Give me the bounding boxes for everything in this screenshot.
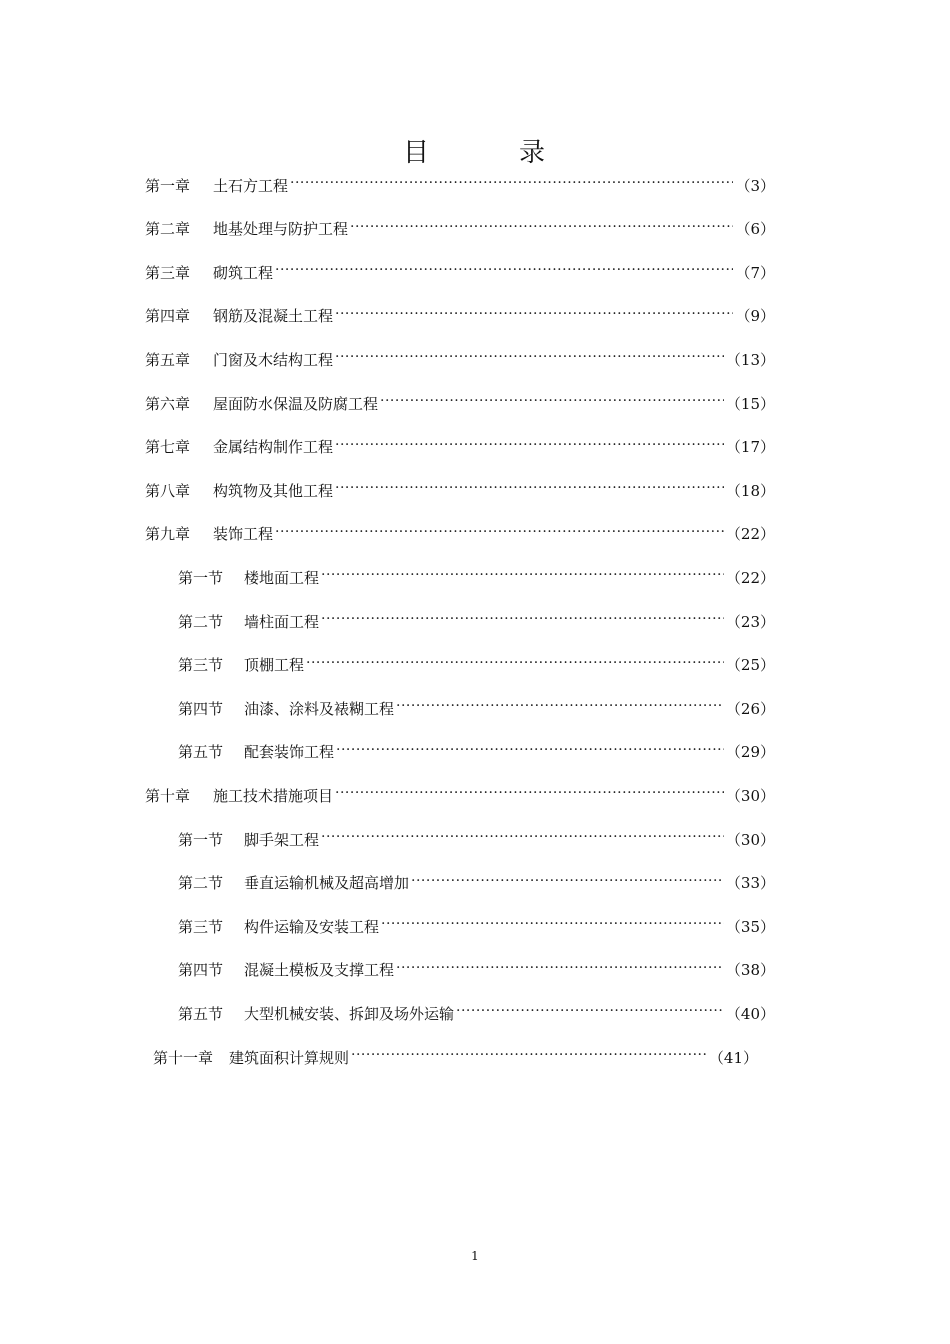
toc-entry-title: 墙柱面工程 — [244, 612, 320, 631]
toc-entry-title: 配套装饰工程 — [244, 743, 335, 762]
toc-entry[interactable] — [145, 170, 775, 200]
toc-entry[interactable] — [145, 432, 775, 462]
toc-entry[interactable] — [145, 388, 775, 418]
toc-entry[interactable] — [153, 1042, 758, 1072]
toc-dot-leader — [275, 526, 724, 542]
toc-dot-leader — [336, 744, 724, 760]
toc-entry-title: 油漆、涂料及裱糊工程 — [244, 699, 395, 718]
toc-dot-leader — [306, 657, 724, 673]
toc-entry[interactable] — [178, 955, 775, 985]
toc-dot-leader — [335, 482, 724, 498]
toc-entry-title: 土石方工程 — [213, 176, 289, 195]
toc-entry-page: （17） — [725, 438, 775, 457]
toc-entry-page: （9） — [735, 307, 775, 326]
toc-entry-title: 装饰工程 — [213, 525, 274, 544]
toc-dot-leader — [290, 177, 733, 193]
toc-dot-leader — [381, 918, 724, 934]
toc-dot-leader — [380, 395, 724, 411]
toc-entry[interactable] — [145, 519, 775, 549]
toc-dot-leader — [351, 1049, 707, 1065]
toc-entry[interactable] — [178, 824, 775, 854]
toc-entry-number: 第三章 — [145, 263, 191, 282]
toc-entry-number: 第十一章 — [153, 1048, 214, 1067]
toc-entry-title: 屋面防水保温及防腐工程 — [213, 394, 379, 413]
toc-entry-number: 第九章 — [145, 525, 191, 544]
toc-title-left: 目 — [402, 138, 431, 168]
toc-entry-title: 施工技术措施项目 — [213, 786, 334, 805]
toc-entry-number: 第八章 — [145, 481, 191, 500]
toc-entry-title: 砌筑工程 — [213, 263, 274, 282]
toc-entry-number: 第一节 — [178, 568, 224, 587]
toc-entry-page: （35） — [725, 917, 775, 936]
toc-entry-page: （26） — [725, 699, 775, 718]
toc-entry[interactable] — [145, 475, 775, 505]
toc-entry-title: 地基处理与防护工程 — [213, 220, 349, 239]
toc-entry[interactable] — [178, 911, 775, 941]
toc-entry[interactable] — [178, 693, 775, 723]
toc-dot-leader — [411, 875, 724, 891]
toc-entry[interactable] — [145, 301, 775, 331]
toc-entry[interactable] — [178, 737, 775, 767]
toc-dot-leader — [321, 831, 724, 847]
toc-entry-number: 第五节 — [178, 1004, 224, 1023]
toc-entry[interactable] — [178, 650, 775, 680]
toc-entry-title: 金属结构制作工程 — [213, 438, 334, 457]
toc-entry-title: 脚手架工程 — [244, 830, 320, 849]
toc-dot-leader — [335, 439, 724, 455]
toc-entry-number: 第三节 — [178, 656, 224, 675]
toc-entry-page: （22） — [725, 568, 775, 587]
toc-entry-title: 构筑物及其他工程 — [213, 481, 334, 500]
toc-entry-number: 第六章 — [145, 394, 191, 413]
toc-entry[interactable] — [178, 562, 775, 592]
toc-entry-title: 建筑面积计算规则 — [229, 1048, 350, 1067]
toc-entry[interactable] — [145, 344, 775, 374]
toc-entry-page: （7） — [735, 263, 775, 282]
toc-entry-page: （25） — [725, 656, 775, 675]
toc-dot-leader — [335, 308, 733, 324]
toc-entry-page: （30） — [725, 786, 775, 805]
toc-entry-page: （18） — [725, 481, 775, 500]
toc-dot-leader — [350, 221, 733, 237]
toc-entry-number: 第二节 — [178, 612, 224, 631]
toc-dot-leader — [396, 962, 724, 978]
toc-entry-title: 构件运输及安装工程 — [244, 917, 380, 936]
toc-entry-number: 第二节 — [178, 874, 224, 893]
toc-entry-title: 钢筋及混凝土工程 — [213, 307, 334, 326]
toc-entry-page: （15） — [725, 394, 775, 413]
toc-entry-number: 第五节 — [178, 743, 224, 762]
toc-entry-page: （29） — [725, 743, 775, 762]
toc-entry-page: （30） — [725, 830, 775, 849]
toc-entry-title: 门窗及木结构工程 — [213, 350, 334, 369]
toc-entry-page: （40） — [725, 1004, 775, 1023]
toc-entry-number: 第三节 — [178, 917, 224, 936]
toc-dot-leader — [335, 787, 724, 803]
toc-entry-page: （3） — [735, 176, 775, 195]
toc-entry-title: 顶棚工程 — [244, 656, 305, 675]
toc-entry-page: （41） — [708, 1048, 758, 1067]
toc-entry-number: 第七章 — [145, 438, 191, 457]
toc-entry-title: 混凝土模板及支撑工程 — [244, 961, 395, 980]
toc-entry-page: （23） — [725, 612, 775, 631]
toc-entry[interactable] — [178, 606, 775, 636]
toc-dot-leader — [396, 700, 724, 716]
toc-title-right: 录 — [519, 138, 548, 168]
toc-entry-page: （6） — [735, 220, 775, 239]
toc-entry[interactable] — [178, 868, 775, 898]
toc-dot-leader — [321, 569, 724, 585]
toc-entry[interactable] — [178, 998, 775, 1028]
toc-entry-title: 垂直运输机械及超高增加 — [244, 874, 410, 893]
toc-entry-page: （13） — [725, 350, 775, 369]
toc-entry-number: 第一节 — [178, 830, 224, 849]
page-number: 1 — [471, 1249, 479, 1263]
toc-entry-number: 第四章 — [145, 307, 191, 326]
toc-entry-number: 第二章 — [145, 220, 191, 239]
toc-entry[interactable] — [145, 780, 775, 810]
toc-entry-number: 第四节 — [178, 961, 224, 980]
toc-entry-title: 楼地面工程 — [244, 568, 320, 587]
toc-entry-number: 第五章 — [145, 350, 191, 369]
toc-dot-leader — [321, 613, 724, 629]
toc-entry-title: 大型机械安装、拆卸及场外运输 — [244, 1004, 455, 1023]
toc-title — [0, 132, 950, 169]
toc-entry-page: （38） — [725, 961, 775, 980]
toc-entry-number: 第四节 — [178, 699, 224, 718]
toc-entry-page: （22） — [725, 525, 775, 544]
toc-entry[interactable] — [145, 214, 775, 244]
toc-entry-page: （33） — [725, 874, 775, 893]
toc-dot-leader — [456, 1005, 724, 1021]
toc-entry-number: 第十章 — [145, 786, 191, 805]
toc-dot-leader — [275, 264, 733, 280]
toc-entry[interactable] — [145, 257, 775, 287]
toc-entry-number: 第一章 — [145, 176, 191, 195]
toc-dot-leader — [335, 351, 724, 367]
